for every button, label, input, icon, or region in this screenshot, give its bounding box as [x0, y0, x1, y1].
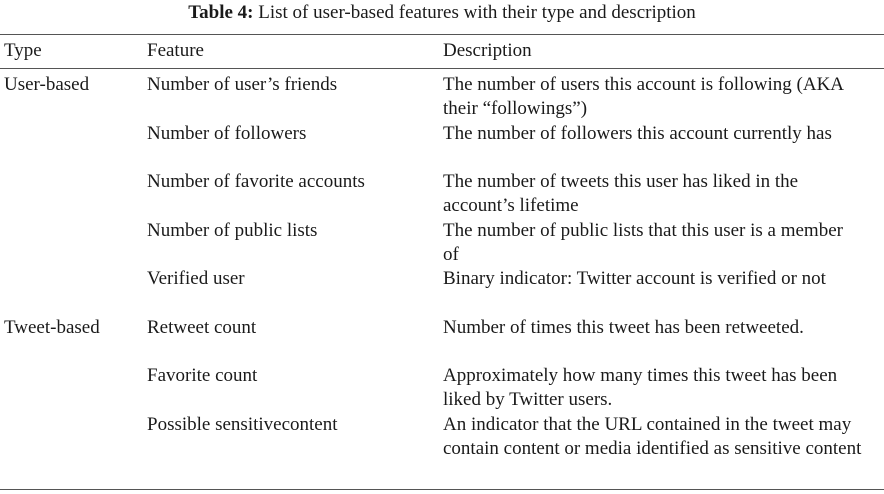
- table-caption-text: List of user-based features with their type and description: [258, 2, 696, 23]
- header-feature: Feature: [147, 40, 204, 61]
- header-type: Type: [4, 40, 42, 61]
- cell-description: Binary indicator: Twitter account is verified or not: [443, 268, 826, 289]
- table-caption: [0, 2, 884, 24]
- header-description: Description: [443, 40, 532, 61]
- cell-feature: Verified user: [147, 268, 245, 289]
- table-caption-label: Table 4:: [188, 2, 254, 23]
- table-row: [0, 413, 884, 462]
- table-top-rule: [0, 34, 884, 35]
- cell-description: An indicator that the URL contained in the tweet may contain content or media identified as sensitive content: [443, 413, 862, 459]
- cell-description: The number of tweets this user has liked in the account’s lifetime: [443, 171, 799, 216]
- cell-feature: Retweet count: [147, 316, 257, 338]
- table-row: [0, 316, 884, 365]
- table-row: [0, 122, 884, 171]
- cell-feature: Number of public lists: [147, 219, 318, 241]
- cell-description: The number of followers this account currently has: [443, 122, 832, 144]
- cell-description: Approximately how many times this tweet has been liked by Twitter users.: [443, 365, 838, 410]
- cell-feature: Number of followers: [147, 122, 307, 144]
- cell-feature: Number of favorite accounts: [147, 171, 365, 192]
- cell-description: The number of users this account is following (AKA their “followings”): [443, 74, 843, 119]
- cell-description: The number of public lists that this user is a member of: [443, 219, 843, 265]
- table-row: [0, 364, 884, 413]
- cell-description: Number of times this tweet has been retweeted.: [443, 316, 804, 338]
- cell-feature: Favorite count: [147, 365, 258, 386]
- cell-feature: Possible sensitivecontent: [147, 413, 338, 435]
- cell-type: User-based: [4, 74, 90, 95]
- table-row: [0, 73, 884, 122]
- cell-type: Tweet-based: [4, 316, 100, 338]
- table-bottom-rule: [0, 489, 884, 490]
- table-header-row: [0, 40, 884, 64]
- table-row: [0, 170, 884, 219]
- table-body: [0, 73, 884, 461]
- table-header-rule: [0, 68, 884, 69]
- cell-feature: Number of user’s friends: [147, 74, 338, 95]
- table-row: [0, 219, 884, 268]
- table-row: [0, 267, 884, 316]
